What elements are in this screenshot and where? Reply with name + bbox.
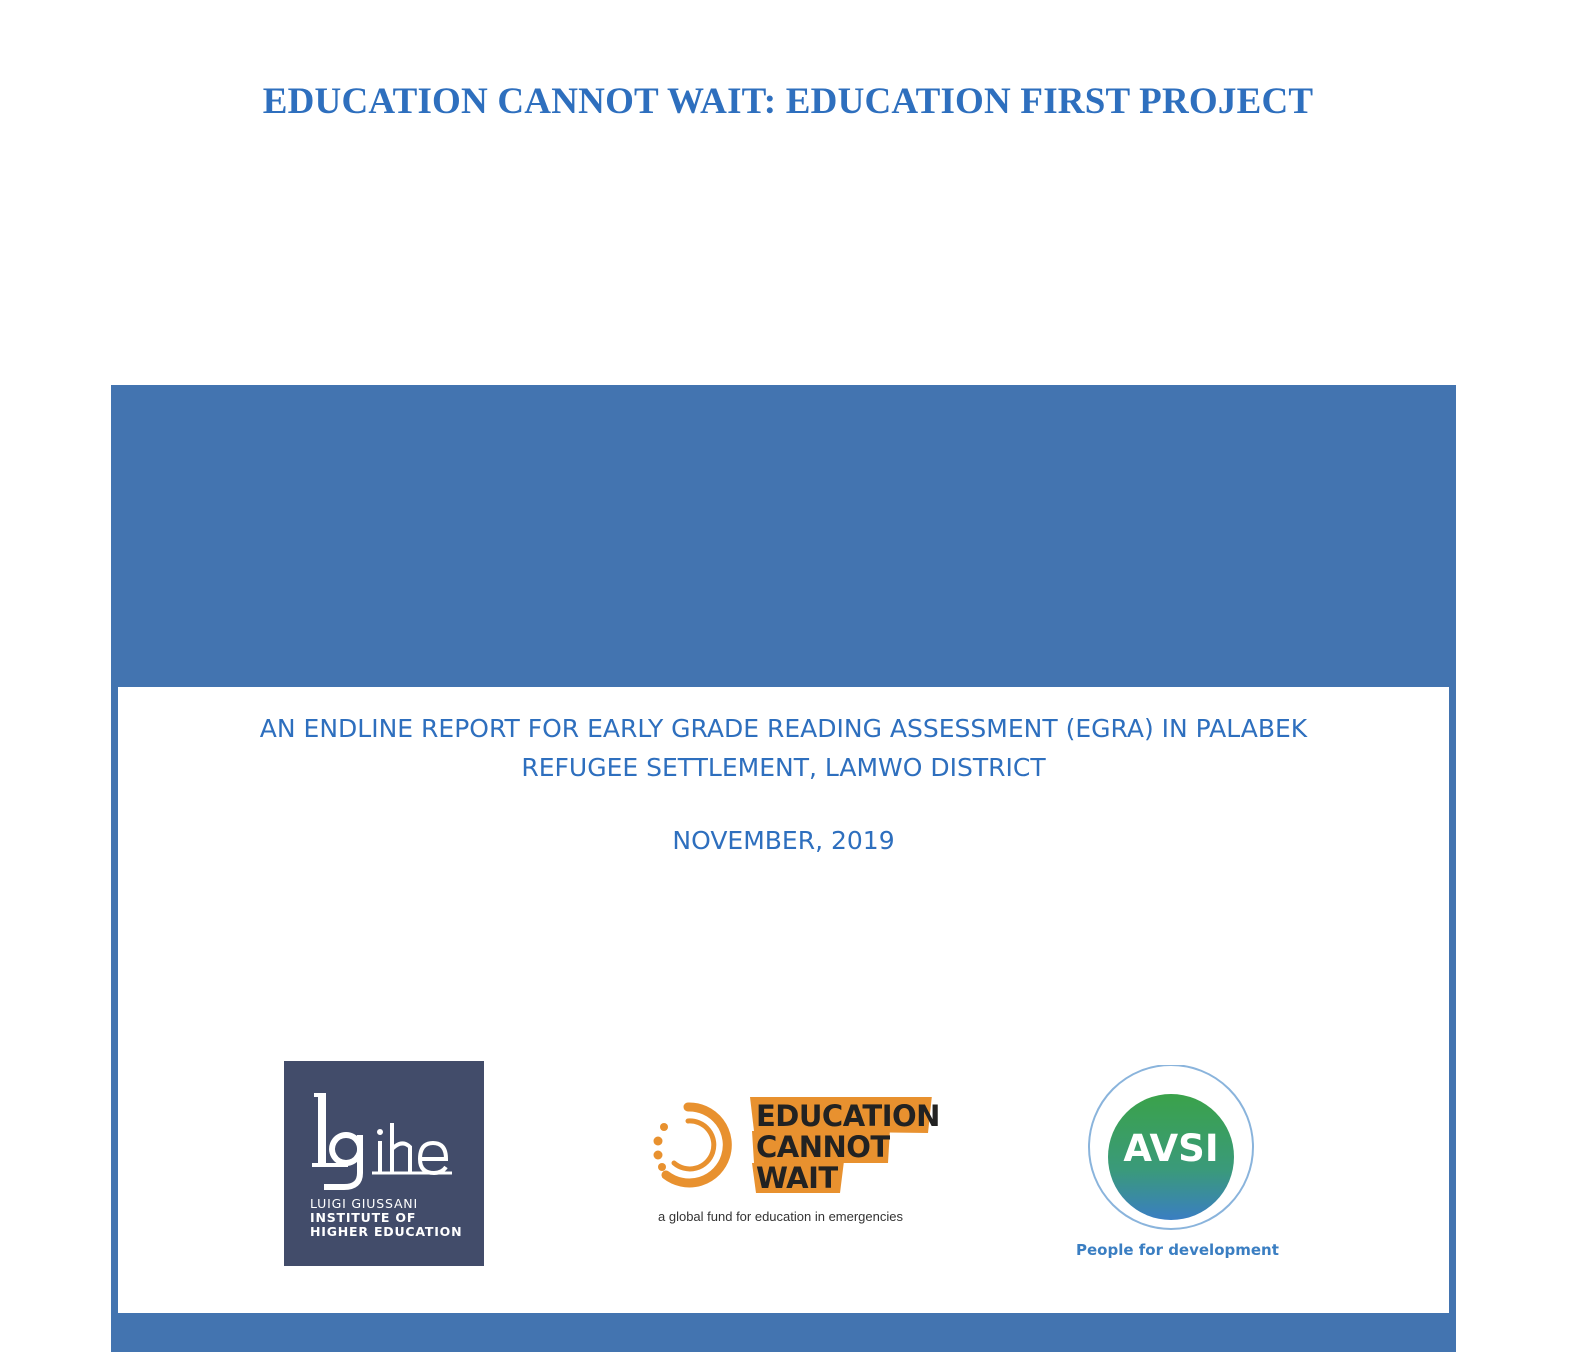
report-subtitle-line2: REFUGEE SETTLEMENT, LAMWO DISTRICT xyxy=(521,753,1046,782)
ecw-word3: WAIT xyxy=(756,1161,838,1195)
avsi-name: AVSI xyxy=(1123,1127,1219,1170)
ecw-wordmark xyxy=(756,1101,940,1194)
ecw-word2: CANNOT xyxy=(756,1130,890,1164)
avsi-tagline: People for development xyxy=(1076,1241,1279,1259)
lgihe-logo xyxy=(284,1061,484,1266)
ecw-logo xyxy=(644,1097,940,1227)
avsi-logo xyxy=(1076,1065,1296,1265)
page-title: EDUCATION CANNOT WAIT: EDUCATION FIRST PROJECT xyxy=(262,81,1314,122)
lgihe-line2: INSTITUTE OF xyxy=(310,1210,417,1225)
cover-frame xyxy=(111,385,1456,1352)
report-subtitle xyxy=(118,709,1449,787)
report-date: NOVEMBER, 2019 xyxy=(672,826,895,855)
cover-content-panel xyxy=(118,687,1449,1313)
ecw-word1: EDUCATION xyxy=(756,1099,940,1133)
ecw-tagline: a global fund for education in emergencies xyxy=(658,1209,903,1224)
lgihe-line1: LUIGI GIUSSANI xyxy=(310,1196,418,1211)
report-subtitle-line1: AN ENDLINE REPORT FOR EARLY GRADE READING ASSESSMENT (EGRA) IN PALABEK xyxy=(259,714,1308,743)
lgihe-wordmark xyxy=(310,1197,462,1239)
lgihe-line3: HIGHER EDUCATION xyxy=(310,1224,463,1239)
